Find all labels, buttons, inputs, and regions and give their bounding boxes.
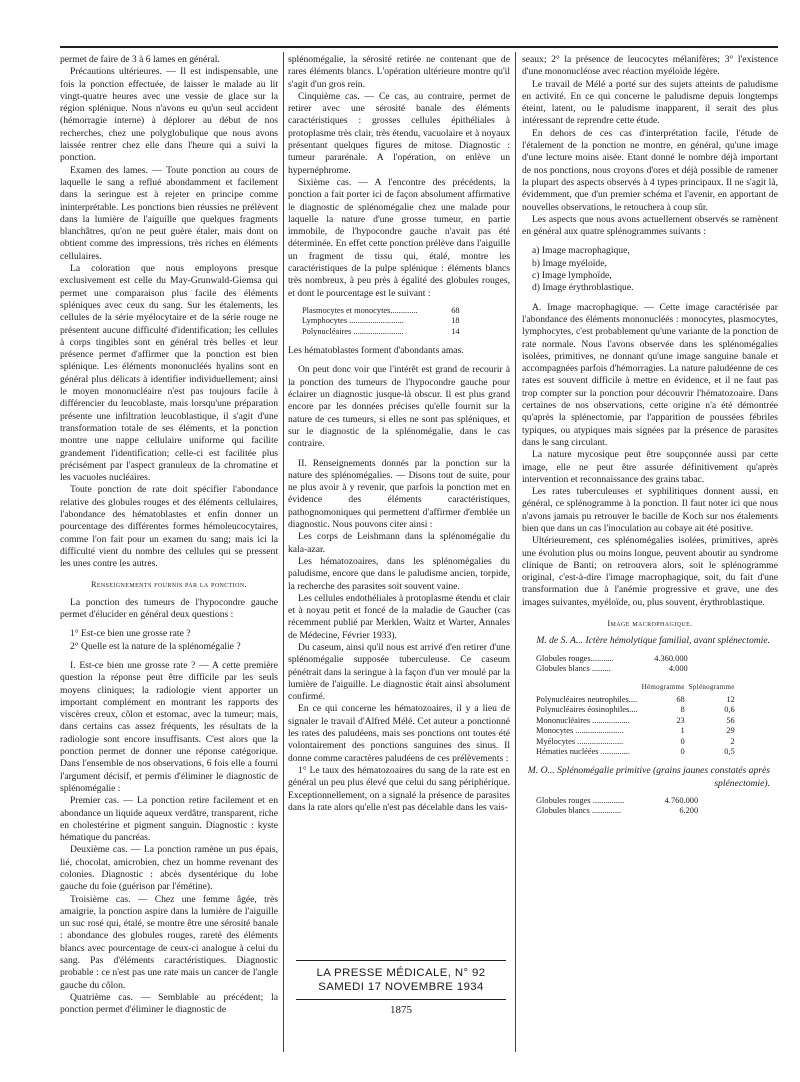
hemogram-value: 23 <box>676 715 685 725</box>
paragraph: Les aspects que nous avons actuellement observés se ramènent en général aux quatre splénogrammes suivants : <box>522 213 778 238</box>
table-label: Polynucléaires ........................ <box>302 326 404 336</box>
list-item: d) Image érythroblastique. <box>532 282 634 294</box>
table-header-row <box>534 682 737 694</box>
paragraph: Toute ponction de rate doit spécifier l'abondance relative des globules rouges et des éléments cellulaires, l'abondance des hématoblastes et enfin donner un pourcentage des différentes formes hémoleucocytaires, comme l'on fait pour un examen du sang; mais ici la difficulté vient du nombre des cellules qui se pressent les unes contre les autres. <box>60 484 278 570</box>
column-1 <box>60 54 278 1017</box>
table-value: 18 <box>451 316 460 326</box>
table-label: Plasmocytes et monocytes............. <box>302 305 418 315</box>
table-label: Myélocytes ...................... <box>536 736 624 746</box>
paragraph: Sixième cas. — A l'encontre des précédents, la ponction a fait porter ici de façon absolument affirmative le diagnostic de splénomégalie chez une malade pour laquelle la nature d'une grosse tumeur, en partie immobile, de l'hypocondre gauche n'avait pas été déterminée. En effet cette ponction prélève dans l'aiguille un fragment de tissu qui, étalé, montre les caractéristiques de la pulpe splénique : éléments blancs très nombreux, à peu près à égalité des globules rouges, et dont le pourcentage est le suivant : <box>288 176 510 299</box>
table-label: Lymphocytes .......................... <box>302 316 404 326</box>
table-value: 4.000 <box>668 664 688 674</box>
splenogram-value: 0,6 <box>724 705 735 715</box>
paragraph: Les hématoblastes forment d'abondants amas. <box>288 345 464 357</box>
paragraph: Précautions ultérieures. — Il est indispensable, une fois la ponction effectuée, de laisser le malade au lit vingt-quatre heures avec une vessie de glace sur la région splénique. Nous n'avons eu qu'un seul accident (hémorragie interne) à déplorer au début de nos recherches, chez une polyglobulique que nous avons laissée rentrer chez elle dans l'heure qui a suivi la ponction. <box>60 66 278 164</box>
cell-percentage-table <box>300 306 462 337</box>
blood-count-table <box>534 654 690 675</box>
table-label: Polynucléaires éosinophiles.... <box>536 705 638 715</box>
list-item: a) Image macrophagique, <box>532 245 630 257</box>
top-rule <box>60 46 778 48</box>
paragraph: La coloration que nous employons presque exclusivement est celle du May-Grunwald-Giemsa qui permet une comparaison plus facile des éléments spléniques avec ceux du sang. Sur les étalements, les cellules de la série myélocytaire et de la série rouge ne présentent aucune difficulté d'identification; les cellules à corps tingibles sont en général très belles et leur présence permet d'affirmer que la ponction est bien splénique. Les éléments mononucléés hyalins sont en général plus délicats à identifier individuellement; ainsi le moyen mononucléaire n'est pas toujours facile à différencier du leucoblaste, mais lorsqu'une préparation présente une infiltration leucoblastique, il s'agit d'une transformation totale de ses éléments, et la ponction montre une nappe cellulaire uniforme qui facilite grandement l'identification; celle-ci est facilitée plus précisément par l'aspect granuleux de la chromatine et les vacuoles nucléaires. <box>60 263 278 484</box>
table-label: Globules rouges ............... <box>536 795 625 805</box>
table-label: Hématies nucléées .............. <box>536 746 630 756</box>
paragraph: Premier cas. — La ponction retire facilement et en abondance un liquide aqueux verdâtre, transparent, riche en cholestérine et pigment sanguin. Diagnostic : kyste hématique du pancréas. <box>60 795 278 844</box>
table-row <box>300 316 462 326</box>
paragraph: Les rates tuberculeuses et syphilitiques donnent aussi, en général, ce splénogramme à la ponction. Il faut noter ici que nous n'avons jamais pu retrouver le bacille de Koch sur nos étalements bien que dans un cas l'inoculation au cobaye ait été positive. <box>522 486 778 534</box>
paragraph: La ponction des tumeurs de l'hypocondre gauche permet d'élucider en général deux questions : <box>60 596 278 621</box>
paragraph: Ultérieurement, ces splénomégalies isolées, primitives, après une évolution plus ou moins longue, peuvent aboutir au syndrome clinique de Banti; on retrouvera alors, soit le splénogramme original, c'est-à-dire l'image macrophagique, soit, du fait d'une transformation due à l'anémie progressive et grave, une des images suivantes, myéloïde, ou, plus souvent, érythroblastique. <box>522 535 778 608</box>
table-value: 6.200 <box>679 806 699 816</box>
case-title: M. de S. A... Ictère hémolytique familial, avant splénectomie. <box>536 635 770 647</box>
question-2: 2° Quelle est la nature de la splénomégalie ? <box>70 640 241 652</box>
splenogram-value: 0,5 <box>724 746 735 756</box>
issue-footer <box>290 960 512 1016</box>
hemogram-splenogram-table <box>534 682 737 757</box>
paragraph: splénomégalie, la sérosité retirée ne contenant que de rares éléments blancs. L'opération ultérieure montre qu'il s'agit d'un gros rein. <box>288 54 510 90</box>
table-row <box>534 747 737 757</box>
paragraph: Examen des lames. — Toute ponction au cours de laquelle le sang a reflué abondamment et facilement dans la seringue est à rejeter en principe comme ininterprétable. Les ponctions bien réussies ne prélèvent dans la lumière de l'aiguille que quelques fragments blanchâtres, qu'on ne peut guère étaler, mais dont on obtient comme des impressions, très riches en éléments cellulaires. <box>60 164 278 262</box>
paragraph: En ce qui concerne les hématozoaires, il y a lieu de signaler le travail d'Alfred Mélé. Cet auteur a ponctionné les rates des paludéens, mais ses ponctions ont toutes été volontairement des ponctions sanguines des sinus. Il donne comme caractères paludéens de ces prélèvements : <box>288 703 510 764</box>
table-value: 4.760.000 <box>664 795 699 805</box>
paragraph: En dehors de ces cas d'interprétation facile, l'étude de l'étalement de la ponction ne montre, en général, qu'une image d'une lecture moins aisée. Etant donné le nombre déjà important de nos ponctions, nous croyons d'ores et déjà possible de ramener la plupart des aspects observés à 4 types principaux. Il ne s'agit là, évidemment, que d'un premier schéma et l'avenir, en apportant de nouvelles observations, le retouchera à coup sûr. <box>522 127 778 213</box>
splenogram-value: 56 <box>726 715 735 725</box>
column-rule <box>515 52 516 1052</box>
paragraph: permet de faire de 3 à 6 lames en général. <box>60 54 220 65</box>
table-row <box>534 737 737 747</box>
hemogram-value: 0 <box>680 736 685 746</box>
table-row <box>300 327 462 337</box>
paragraph: Troisième cas. — Chez une femme âgée, très amaigrie, la ponction aspire dans la lumière de l'aiguille un suc rosé qui, étalé, se montre être une sérosité banale : abondance des globules rouges, rareté des éléments blancs avec pourcentage de ceux-ci analogue à celui du sang. Pas d'éléments caractéristiques. Diagnostic probable : ce n'est pas une rate mais un cancer de l'angle gauche du côlon. <box>60 893 278 991</box>
table-label: Polynucléaires neutrophiles.... <box>536 694 638 704</box>
table-row <box>534 654 690 664</box>
column-rule <box>283 52 284 1052</box>
footer-rule <box>296 960 506 961</box>
paragraph: Quatrième cas. — Semblable au précédent; la ponction permet d'éliminer le diagnostic de <box>60 991 278 1016</box>
blood-count-table <box>534 796 700 817</box>
paragraph: Les corps de Leishmann dans la splénomégalie du kala-azar. <box>288 531 510 555</box>
column-2 <box>288 54 510 814</box>
paragraph: Les cellules endothéliales à protoplasme étendu et clair et à noyau petit et foncé de la maladie de Gaucher (cas récemment publié par Merklen, Waitz et Warter, Annales de Médecine, Février 1933). <box>288 592 510 641</box>
hemogram-value: 1 <box>680 726 685 736</box>
table-label: Globules blancs ......... <box>536 664 611 674</box>
paragraph: La nature mycosique peut être soupçonnée aussi par cette image, elle ne peut être assurée définitivement qu'après intervention et reconnaissance des grains tabac. <box>522 449 778 485</box>
table-label: Globules rouges........... <box>536 653 614 663</box>
hemogram-value: 0 <box>680 746 685 756</box>
table-row <box>534 716 737 726</box>
paragraph: Deuxième cas. — La ponction ramène un pus épais, lié, chocolat, amicrobien, chez un homme revenant des colonies. Diagnostic : abcès dysentérique du lobe gauche du foie (guérison par l'émétine). <box>60 844 278 893</box>
table-label: Mononucléaires .................. <box>536 715 630 725</box>
table-row <box>534 664 690 674</box>
journal-title: LA PRESSE MÉDICALE, N° 92 <box>316 967 486 979</box>
splenogram-value: 2 <box>730 736 735 746</box>
column-header: Splénogramme <box>688 683 735 692</box>
table-value: 14 <box>451 326 460 336</box>
issue-date: SAMEDI 17 NOVEMBRE 1934 <box>318 981 484 993</box>
case-title: M. O... Splénomégalie primitive (grains jaunes constatés après splénectomie). <box>527 765 770 789</box>
table-row <box>300 306 462 316</box>
question-1: 1° Est-ce bien une grosse rate ? <box>70 628 191 640</box>
paragraph: A. Image macrophagique. — Cette image caractérisée par l'abondance des éléments mononucléés : monocytes, plasmocytes, lymphocytes, c'est probablement qu'une variante de la ponction de rate normale. Nous l'avons observée dans les splénomégalies isolées, primitives, ne donnant qu'une image sanguine banale et accompagnées parfois d'hémorragies. La nature paludéenne de ces rates est souvent difficile à mettre en évidence, et il ne faut pas trop compter sur la ponction pour découvrir l'hématozoaire. Dans certaines de nos observations, cette origine n'a été démontrée qu'après la splénectomie, par l'apparition de poussées fébriles typiques, ou atypiques mais signées par la présence de parasites dans le sang circulant. <box>522 301 778 448</box>
footer-rule <box>296 999 506 1000</box>
splenogram-value: 12 <box>726 694 735 704</box>
paragraph: 1° Le taux des hématozoaires du sang de la rate est en général un peu plus élevé que celui du sang périphérique. Exceptionnellement, on a signalé la présence de parasites dans la rate alors qu'elle n'est pas décelable dans les vais- <box>288 764 510 813</box>
paragraph: On peut donc voir que l'intérêt est grand de recourir à la ponction des tumeurs de l'hypocondre gauche pour éclairer un diagnostic jusque-là obscur. Il est plus grand encore par les données précises qu'elle fournit sur la nature de ces tumeurs, si elles ne sont pas spléniques, et sur le diagnostic de la splénomégalie, dans le cas contraire. <box>288 364 510 450</box>
paragraph: Les hématozoaires, dans les splénomégalies du paludisme, encore que dans le paludisme ancien, torpide, la recherche des parasites soit souvent vaine. <box>288 555 510 592</box>
splenogram-value: 29 <box>726 726 735 736</box>
table-label: Monocytes ....................... <box>536 726 624 736</box>
paragraph: Du caseum, ainsi qu'il nous est arrivé d'en retirer d'une splénomégalie supposée tuberculeuse. Ce caseum pénétrait dans la seringue à la façon d'un ver moulé par la lumière de l'aiguille. Le diagnostic était ainsi absolument confirmé. <box>288 641 510 703</box>
table-value: 4.360.000 <box>654 653 688 663</box>
hemogram-value: 8 <box>680 705 685 715</box>
table-label: Globules blancs .............. <box>536 806 622 816</box>
paragraph: Cinquième cas. — Ce cas, au contraire, permet de retirer avec une sérosité banale des éléments caractéristiques : grosses cellules épithéliales à protoplasme très clair, très étendu, vacuolaire et à noyaux présentant quelques figures de mitose. Diagnostic : tumeur pararénale. A l'opération, on enlève un hypernéphrome. <box>288 90 510 176</box>
list-item: b) Image myéloïde, <box>532 257 607 269</box>
table-value: 68 <box>451 305 460 315</box>
hemogram-value: 68 <box>676 694 685 704</box>
column-header: Hémogramme <box>641 683 685 692</box>
paragraph: II. Renseignements donnés par la ponction sur la nature des splénomégalies. — Disons tout de suite, pour ne plus avoir à y revenir, que parfois la ponction met en évidence des éléments caractéristiques, pathognomoniques qui permettent d'affirmer d'emblée un diagnostic. Nous pouvons citer ainsi : <box>288 457 510 531</box>
table-row <box>534 796 700 806</box>
table-row <box>534 695 737 705</box>
column-3 <box>522 54 778 825</box>
list-item: c) Image lymphoïde, <box>532 270 612 282</box>
paragraph: Le travail de Mélé a porté sur des sujets atteints de paludisme en activité. En ce qui concerne le paludisme depuis longtemps éteint, latent, ou le paludisme inapparent, il serait des plus intéressant de reprendre cette étude. <box>522 78 778 127</box>
page-number: 1875 <box>390 1004 412 1016</box>
paragraph: seaux; 2° la présence de leucocytes mélanifères; 3° l'existence d'une mononucléose avec réaction myéloïde légère. <box>522 54 778 78</box>
table-row <box>534 726 737 736</box>
table-row <box>534 705 737 715</box>
section-heading: Image macrophagique. <box>607 619 693 629</box>
section-heading: Renseignements fournis par la ponction. <box>90 580 248 590</box>
paragraph: I. Est-ce bien une grosse rate ? — A cette première question la réponse peut être difficile par les seuls moyens cliniques; la radiologie vient apporter un important complément en montrant les rapports des viscères creux, côlon et estomac, avec la tumeur; mais, dans certains cas assez fréquents, les résultats de la radiologie sont encore insuffisants. C'est alors que la ponction permet de donner une réponse catégorique. Dans l'ensemble de nos observations, 6 fois elle a fourni l'argument décisif, et permis d'éliminer le diagnostic de splénomégalie : <box>60 659 278 794</box>
table-row <box>534 806 700 816</box>
